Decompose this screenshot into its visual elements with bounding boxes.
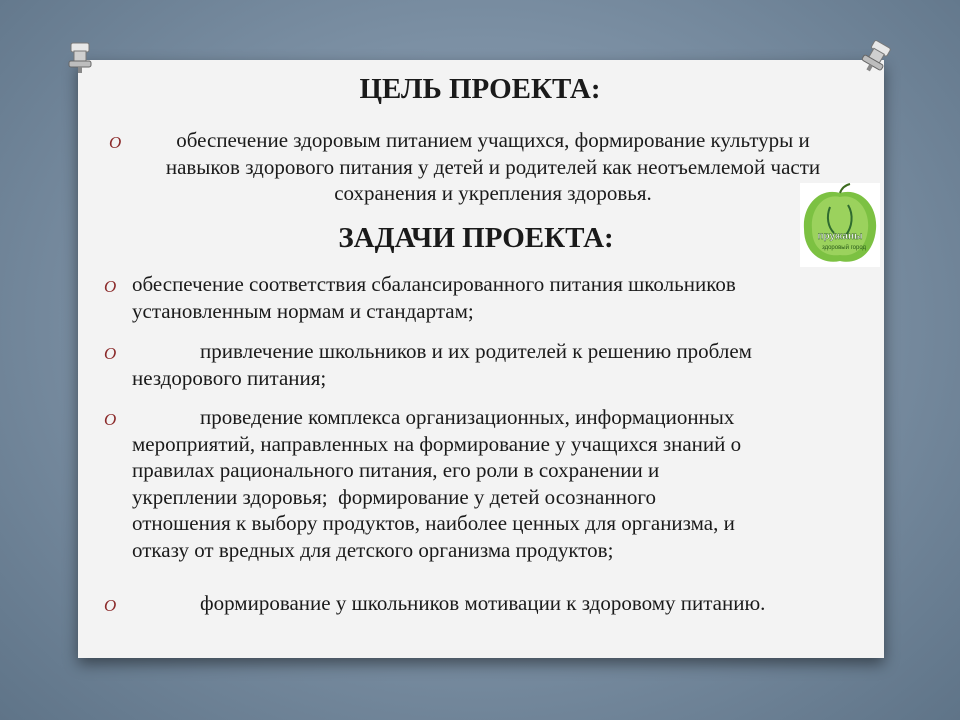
- goal-title: ЦЕЛЬ ПРОЕКТА:: [359, 73, 601, 105]
- logo-subtext: здоровый город: [821, 245, 867, 251]
- bullet-icon: O: [104, 344, 117, 363]
- task-text-line: формирование у школьников мотивации к здоровому питанию.: [200, 591, 766, 615]
- task-text-line: привлечение школьников и их родителей к решению проблем: [200, 339, 752, 363]
- bullet-icon: O: [104, 277, 117, 296]
- task-text-line: обеспечение соответствия сбалансированного питания школьников: [132, 272, 736, 296]
- task-text-line: нездорового питания;: [132, 365, 327, 390]
- task-text-line: проведение комплекса организационных, информационных: [200, 405, 735, 429]
- task-text-line: укреплении здоровья; формирование у детей осознанного: [132, 484, 656, 509]
- logo-text: пружаны: [817, 231, 863, 242]
- pushpin-icon: [64, 40, 98, 74]
- task-text-line: установленным нормам и стандартам;: [132, 298, 474, 323]
- task-text-line: правилах рационального питания, его роли в сохранении и: [132, 458, 660, 482]
- task-text-line: отношения к выбору продуктов, наиболее ценных для организма, и: [132, 511, 735, 535]
- bullet-icon: O: [109, 133, 122, 152]
- task-text-line: мероприятий, направленных на формирование у учащихся знаний о: [132, 431, 742, 456]
- pushpin-icon: [860, 40, 894, 74]
- goal-text: обеспечение здоровым питанием учащихся, формирование культуры и навыков здорового питания у детей и родителей как неотъемлемой части сохранения и укрепления здоровья.: [165, 128, 821, 205]
- bullet-icon: O: [104, 596, 117, 615]
- bullet-icon: O: [104, 410, 117, 429]
- task-text-line: отказу от вредных для детского организма продуктов;: [132, 537, 614, 562]
- tasks-title: ЗАДАЧИ ПРОЕКТА:: [338, 222, 614, 254]
